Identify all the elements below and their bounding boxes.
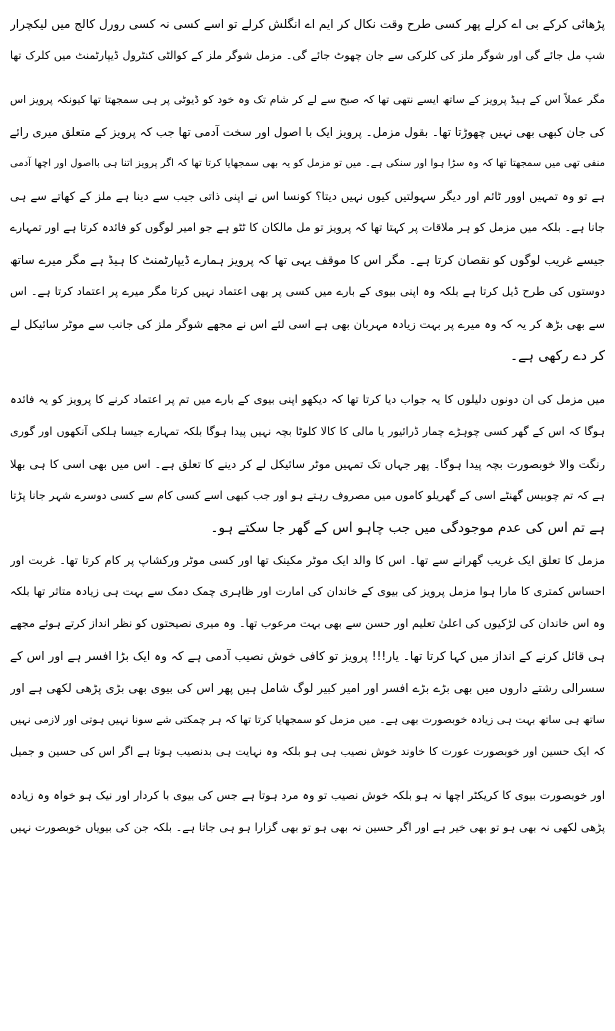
text-line: منفی تھی میں سمجھتا تھا کہ وہ سڑا ہوا اور سنکی ہے۔ میں تو مزمل کو یہ بھی سمجھایا کرتا تھا کہ اگر پرویز اتنا ہی بااصول اور اچھا آدمی [10, 158, 605, 169]
text-line: ساتھ ہی ساتھ بہت ہی زیادہ خوبصورت بھی ہے۔ میں مزمل کو سمجھایا کرتا تھا کہ ہر چمکتی شے سونا نہیں ہوتی اور لازمی نہیں [10, 713, 605, 726]
text-line: کی جان کبھی بھی نہیں چھوڑتا تھا۔ بقول مزمل۔ پرویز ایک با اصول اور سخت آدمی تھا جب کہ پرویز کے متعلق میری رائے [10, 125, 605, 139]
paragraph-gap [10, 768, 605, 780]
text-line: سسرالی رشتے داروں میں بھی بڑے بڑے افسر اور امیر کبیر لوگ شامل ہیں پھر اس کی بیوی بھی بڑی پڑھی لکھی ہے اور [10, 681, 605, 695]
paragraph-1 [10, 8, 605, 72]
text-line: رنگت والا خوبصورت بچہ پیدا ہوگا۔ پھر جہاں تک تمہیں موٹر سائیکل لے کر دینے کا تعلق ہے۔ اس میں بھی اسی کا ہی بھلا [10, 457, 605, 471]
text-line: ہے تم اس کی عدم موجودگی میں جب چاہو اس کے گھر جا سکتے ہو۔ [210, 520, 605, 536]
text-line: کہ ایک حسین اور خوبصورت عورت کا خاوند خوش نصیب ہی ہو بلکہ وہ نہایت ہی بدنصیب ہوتا ہے اگر اس کی حسین و جمیل [10, 745, 605, 758]
paragraph-gap [10, 372, 605, 384]
paragraph-3 [10, 384, 605, 544]
text-line: وہ اس خاندان کی لڑکیوں کی اعلیٰ تعلیم اور حسن سے بھی بہت مرعوب تھا۔ وہ میری نصیحتوں کو نظر انداز کرتے ہوئے مجھے [10, 617, 605, 630]
text-line: پڑھی لکھی نہ بھی ہو تو بھی خیر ہے اور اگر حسین نہ بھی ہو تو بھی گزارا ہو ہی جاتا ہے۔ بلکہ جن کی بیویاں خوبصورت نہیں [10, 821, 605, 834]
paragraph-5 [10, 780, 605, 844]
text-line: اور خوبصورت بیوی کا کریکٹر اچھا نہ ہو بلکہ خوش نصیب تو وہ مرد ہوتا ہے جس کی بیوی با کردار اور نیک ہو خواہ وہ زیادہ [10, 789, 605, 802]
text-line: ہے کہ تم چوبیس گھنٹے اسی کے گھریلو کاموں میں مصروف رہتے ہو اور جب کبھی اسے کسی کام سے کسی دوسرے شہر جانا پڑتا [10, 489, 605, 502]
text-line: ہے تو وہ تمہیں اوور ٹائم اور دیگر سہولتیں کیوں نہیں دیتا؟ کونسا اس نے اپنی ذاتی جیب سے دینا ہے ملز کے کھاتے سے ہی [10, 189, 605, 203]
text-line: کر دے رکھی ہے۔ [510, 348, 605, 364]
text-line: ہی قائل کرنے کے انداز میں کہا کرتا تھا۔ یار!!! پرویز تو کافی خوش نصیب آدمی ہے کہ وہ ایک بڑا افسر ہے اور اس کے [10, 649, 605, 663]
text-line: جیسے غریب لوگوں کو نقصان کرتا ہے۔ مگر اس کا موقف یہی تھا کہ پرویز ہمارے ڈیپارٹمنٹ کا ہیڈ ہے مگر میرے ساتھ [10, 253, 605, 267]
text-line: جانا ہے۔ بلکہ میں مزمل کو ہر ملاقات پر کہتا تھا کہ پرویز تو مل مالکان کا ٹٹو ہے جو امیر لوگوں کو فائدہ کرتا ہے اور تمہارے [10, 221, 605, 234]
paragraph-2 [10, 84, 605, 372]
text-line: پڑھائی کرکے بی اے کرلے پھر کسی طرح وقت نکال کر ایم اے انگلش کرلے تو اسے کسی نہ کسی رورل کالج میں لیکچرار [10, 17, 605, 31]
paragraph-4 [10, 544, 605, 768]
text-line: مزمل کا تعلق ایک غریب گھرانے سے تھا۔ اس کا والد ایک موٹر مکینک تھا اور کسی موٹر ورکشاپ پر کام کرتا تھا۔ غربت اور [10, 553, 605, 567]
text-line: احساس کمتری کا مارا ہوا مزمل پرویز کی بیوی کے خاندان کی امارت اور ظاہری چمک دمک سے بہت ہی زیادہ متاثر تھا بلکہ [10, 585, 605, 598]
text-line: مگر عملاً اس کے ہیڈ پرویز کے ساتھ ایسے نتھی تھا کہ صبح سے لے کر شام تک وہ خود کو ڈیوٹی پر ہی سمجھتا تھا کیونکہ پرویز اس [10, 93, 605, 106]
paragraph-gap [10, 72, 605, 84]
text-line: دوستوں کی طرح ڈیل کرتا ہے بلکہ وہ اپنی بیوی کے بارے میں کسی پر بھی اعتماد نہیں کرتا مگر میرے پر اعتماد کرتا ہے۔ اس [10, 285, 605, 298]
text-line: ہوگا کہ اس کے گھر کسی چوہڑے چمار ڈرائیور یا مالی کا کالا کلوٹا بچہ نہیں پیدا ہوگا بلکہ تمہارے جیسا ہلکی آنکھوں اور گوری [10, 425, 605, 438]
text-line: شپ مل جائے گی اور شوگر ملز کی کلرکی سے جان چھوٹ جائے گی۔ مزمل شوگر ملز کے کوالٹی کنٹرول ڈیپارٹمنٹ میں کلرک تھا [10, 49, 605, 62]
text-line: سے بھی بڑھ کر یہ کہ وہ میرے پر بہت زیادہ مہربان بھی ہے اسی لئے اس نے مجھے شوگر ملز کی جانب سے موٹر سائیکل لے [10, 317, 605, 331]
text-line: میں مزمل کی ان دونوں دلیلوں کا یہ جواب دیا کرتا تھا کہ دیکھو اپنی بیوی کے بارے میں تم پر اعتماد کرنے کا پرویز کو یہ فائدہ [10, 393, 605, 406]
